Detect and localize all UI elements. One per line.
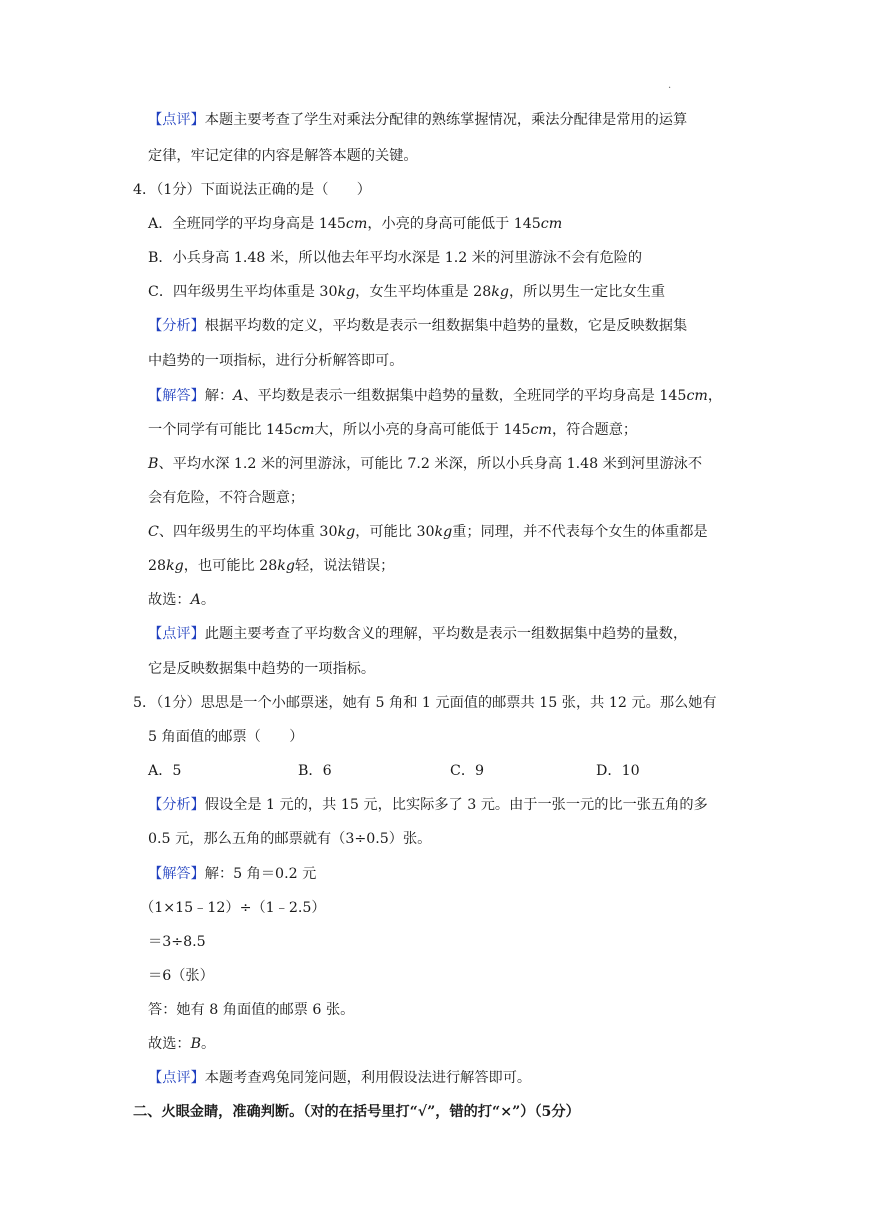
q4-review-line-1: 【点评】此题主要考查了平均数含义的理解，平均数是表示一组数据集中趋势的量数， (148, 626, 688, 642)
review-tag: 【点评】 (148, 1070, 205, 1086)
q5-option-b: B．6 (298, 763, 332, 779)
q4-option-a: A．全班同学的平均身高是 145cm，小亮的身高可能低于 145cm (148, 216, 563, 232)
analysis-tag: 【分析】 (148, 797, 205, 813)
q3-review-line-1: 【点评】本题主要考查了学生对乘法分配律的熟练掌握情况，乘法分配律是常用的运算 (148, 112, 688, 128)
answer-tag: 【解答】 (148, 866, 205, 882)
review-tag: 【点评】 (148, 112, 205, 128)
q4-answer-line-4: 会有危险，不符合题意； (148, 490, 305, 506)
q5-analysis-line-2: 0.5 元，那么五角的邮票就有（3÷0.5）张。 (148, 831, 432, 847)
q5-option-c: C．9 (450, 763, 485, 779)
q5-answer-line-5: 答：她有 8 角面值的邮票 6 张。 (148, 1002, 355, 1018)
q4-analysis-line-1: 【分析】根据平均数的定义，平均数是表示一组数据集中趋势的量数，它是反映数据集 (148, 318, 688, 334)
q5-answer-line-4: ＝6（张） (148, 968, 214, 984)
q5-stem-line-2: 5 角面值的邮票（ ） (148, 729, 304, 745)
answer-tag: 【解答】 (148, 388, 205, 404)
review-tag: 【点评】 (148, 626, 205, 642)
q3-review-line-2: 定律，牢记定律的内容是解答本题的关键。 (148, 148, 418, 164)
q5-option-a: A．5 (148, 763, 182, 779)
q4-answer-line-2: 一个同学有可能比 145cm大，所以小亮的身高可能低于 145cm，符合题意； (148, 422, 638, 438)
q5-answer-line-1: 【解答】解：5 角＝0.2 元 (148, 866, 317, 882)
q5-choice: 故选：B。 (148, 1036, 216, 1052)
q4-answer-line-3: B、平均水深 1.2 米的河里游泳，可能比 7.2 米深，所以小兵身高 1.48 米到河里游泳不 (148, 456, 703, 472)
q4-option-c: C．四年级男生平均体重是 30kg，女生平均体重是 28kg，所以男生一定比女生重 (148, 284, 666, 300)
section-2-heading: 二、火眼金睛，准确判断。（对的在括号里打“√”，错的打“×”）（5分） (133, 1104, 580, 1120)
q5-analysis-line-1: 【分析】假设全是 1 元的，共 15 元，比实际多了 3 元。由于一张一元的比一张五角的多 (148, 797, 708, 813)
q5-review-line-1: 【点评】本题考查鸡兔同笼问题，利用假设法进行解答即可。 (148, 1070, 532, 1086)
q4-answer-line-1: 【解答】解：A、平均数是表示一组数据集中趋势的量数，全班同学的平均身高是 145cm， (148, 388, 723, 404)
q4-analysis-line-2: 中趋势的一项指标，进行分析解答即可。 (148, 353, 404, 369)
analysis-tag: 【分析】 (148, 318, 205, 334)
q4-choice: 故选：A。 (148, 592, 216, 608)
q4-answer-line-5: C、四年级男生的平均体重 30kg，可能比 30kg重；同理，并不代表每个女生的体重都是 (148, 524, 708, 540)
q4-answer-line-6: 28kg，也可能比 28kg轻，说法错误； (148, 558, 395, 574)
q5-answer-line-3: ＝3÷8.5 (148, 934, 206, 950)
page-mark: . (668, 80, 672, 91)
q5-stem-line-1: 5．（1分）思思是一个小邮票迷，她有 5 角和 1 元面值的邮票共 15 张，共 12 元。那么她有 (133, 695, 717, 711)
q5-answer-line-2: （1×15﹣12）÷（1﹣2.5） (140, 900, 326, 916)
q5-option-d: D．10 (596, 763, 640, 779)
q4-option-b: B．小兵身高 1.48 米，所以他去年平均水深是 1.2 米的河里游泳不会有危险的 (148, 250, 643, 266)
q4-review-line-2: 它是反映数据集中趋势的一项指标。 (148, 661, 376, 677)
q4-stem: 4．（1分）下面说法正确的是（ ） (133, 182, 371, 198)
